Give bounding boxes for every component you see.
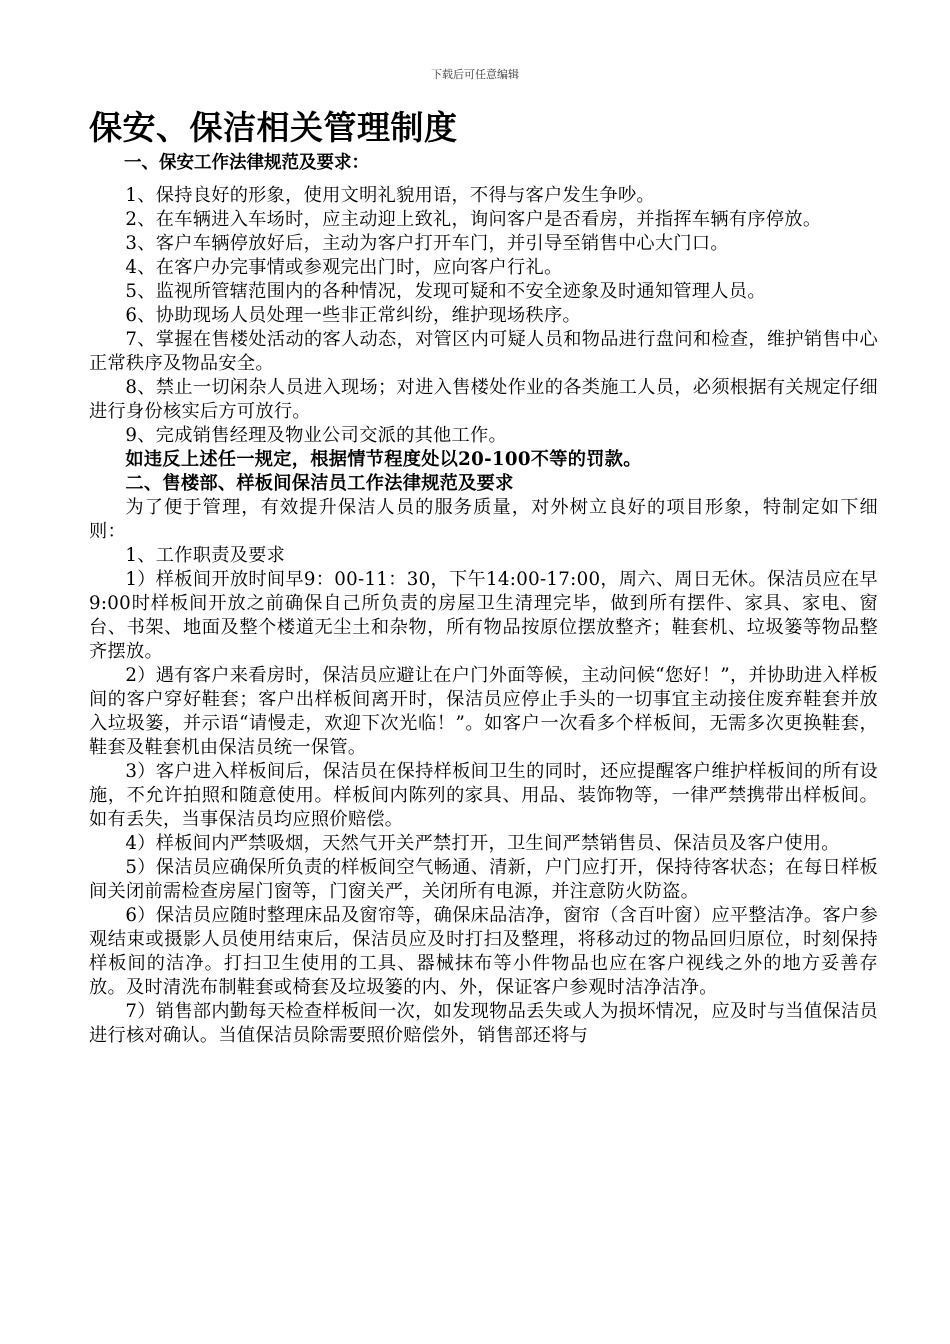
security-item-5: 5、监视所管辖范围内的各种情况，发现可疑和不安全迹象及时通知管理人员。 xyxy=(125,281,766,302)
cleaning-item-5: 5）保洁员应确保所负责的样板间空气畅通、清新，户门应打开，保持待客状态；在每日样板间关闭前需检查房屋门窗等，门窗关严，关闭所有电源，并注意防火防盗。 xyxy=(89,857,878,902)
cleaning-item-4: 4）样板间内严禁吸烟，天然气开关严禁打开，卫生间严禁销售员、保洁员及客户使用。 xyxy=(125,833,840,854)
security-item-7: 7、掌握在售楼处活动的客人动态，对管区内可疑人员和物品进行盘问和检查，维护销售中心正常秩序及物品安全。 xyxy=(89,329,878,374)
security-item-4: 4、在客户办完事情或参观完出门时，应向客户行礼。 xyxy=(125,257,563,278)
security-item-6: 6、协助现场人员处理一些非正常纠纷，维护现场秩序。 xyxy=(125,305,581,326)
document-body xyxy=(89,106,878,1048)
security-item-8: 8、禁止一切闲杂人员进入现场；对进入售楼处作业的各类施工人员，必须根据有关规定仔细进行身份核实后方可放行。 xyxy=(89,377,878,422)
document-title: 保安、保洁相关管理制度 xyxy=(89,108,458,147)
cleaning-item-3: 3）客户进入样板间后，保洁员在保持样板间卫生的同时，还应提醒客户维护样板间的所有设施，不允许拍照和随意使用。样板间内陈列的家具、用品、装饰物等，一律严禁携带出样板间。如有丢失，当事保洁员均应照价赔偿。 xyxy=(89,761,878,830)
security-item-2: 2、在车辆进入车场时，应主动迎上致礼，询问客户是否看房，并指挥车辆有序停放。 xyxy=(125,209,822,230)
cleaning-item-2: 2）遇有客户来看房时，保洁员应避让在户门外面等候，主动问候“您好！”，并协助进入样板间的客户穿好鞋套；客户出样板间离开时，保洁员应停止手头的一切事宜主动接住废弃鞋套并放入垃圾篓，并示语“请慢走，欢迎下次光临！”。如客户一次看多个样板间，无需多次更换鞋套，鞋套及鞋套机由保洁员统一保管。 xyxy=(89,665,878,758)
section-heading-cleaning: 二、售楼部、样板间保洁员工作法律规范及要求 xyxy=(125,473,514,494)
security-item-3: 3、客户车辆停放好后，主动为客户打开车门，并引导至销售中心大门口。 xyxy=(125,233,729,254)
security-item-9: 9、完成销售经理及物业公司交派的其他工作。 xyxy=(125,425,508,446)
section-heading-security: 一、保安工作法律规范及要求： xyxy=(124,153,369,173)
security-penalty: 如违反上述任一规定，根据情节程度处以20-100不等的罚款。 xyxy=(125,449,642,470)
page-header-note: 下载后可任意编辑 xyxy=(431,68,519,81)
cleaning-item-6: 6）保洁员应随时整理床品及窗帘等，确保床品洁净，窗帘（含百叶窗）应平整洁净。客户参观结束或摄影人员使用结束后，保洁员应及时打扫及整理，将移动过的物品回归原位，时刻保持样板间的洁净。打扫卫生使用的工具、器械抹布等小件物品也应在客户视线之外的地方妥善存放。及时清洗布制鞋套或椅套及垃圾篓的内、外，保证客户参观时洁净洁净。 xyxy=(89,905,878,998)
cleaning-intro: 为了便于管理，有效提升保洁人员的服务质量，对外树立良好的项目形象，特制定如下细则： xyxy=(89,497,878,542)
cleaning-item-7: 7）销售部内勤每天检查样板间一次，如发现物品丢失或人为损坏情况，应及时与当值保洁员进行核对确认。当值保洁员除需要照价赔偿外，销售部还将与 xyxy=(89,1001,878,1046)
cleaning-subheading-duties: 1、工作职责及要求 xyxy=(125,545,286,566)
security-item-1: 1、保持良好的形象，使用文明礼貌用语，不得与客户发生争吵。 xyxy=(125,185,655,206)
cleaning-item-1: 1）样板间开放时间早9：00-11：30，下午14:00-17:00，周六、周日无休。保洁员应在早9:00时样板间开放之前确保自己所负责的房屋卫生清理完毕，做到所有摆件、家具、家电、窗台、书架、地面及整个楼道无尘土和杂物，所有物品按原位摆放整齐；鞋套机、垃圾篓等物品整齐摆放。 xyxy=(89,569,878,662)
